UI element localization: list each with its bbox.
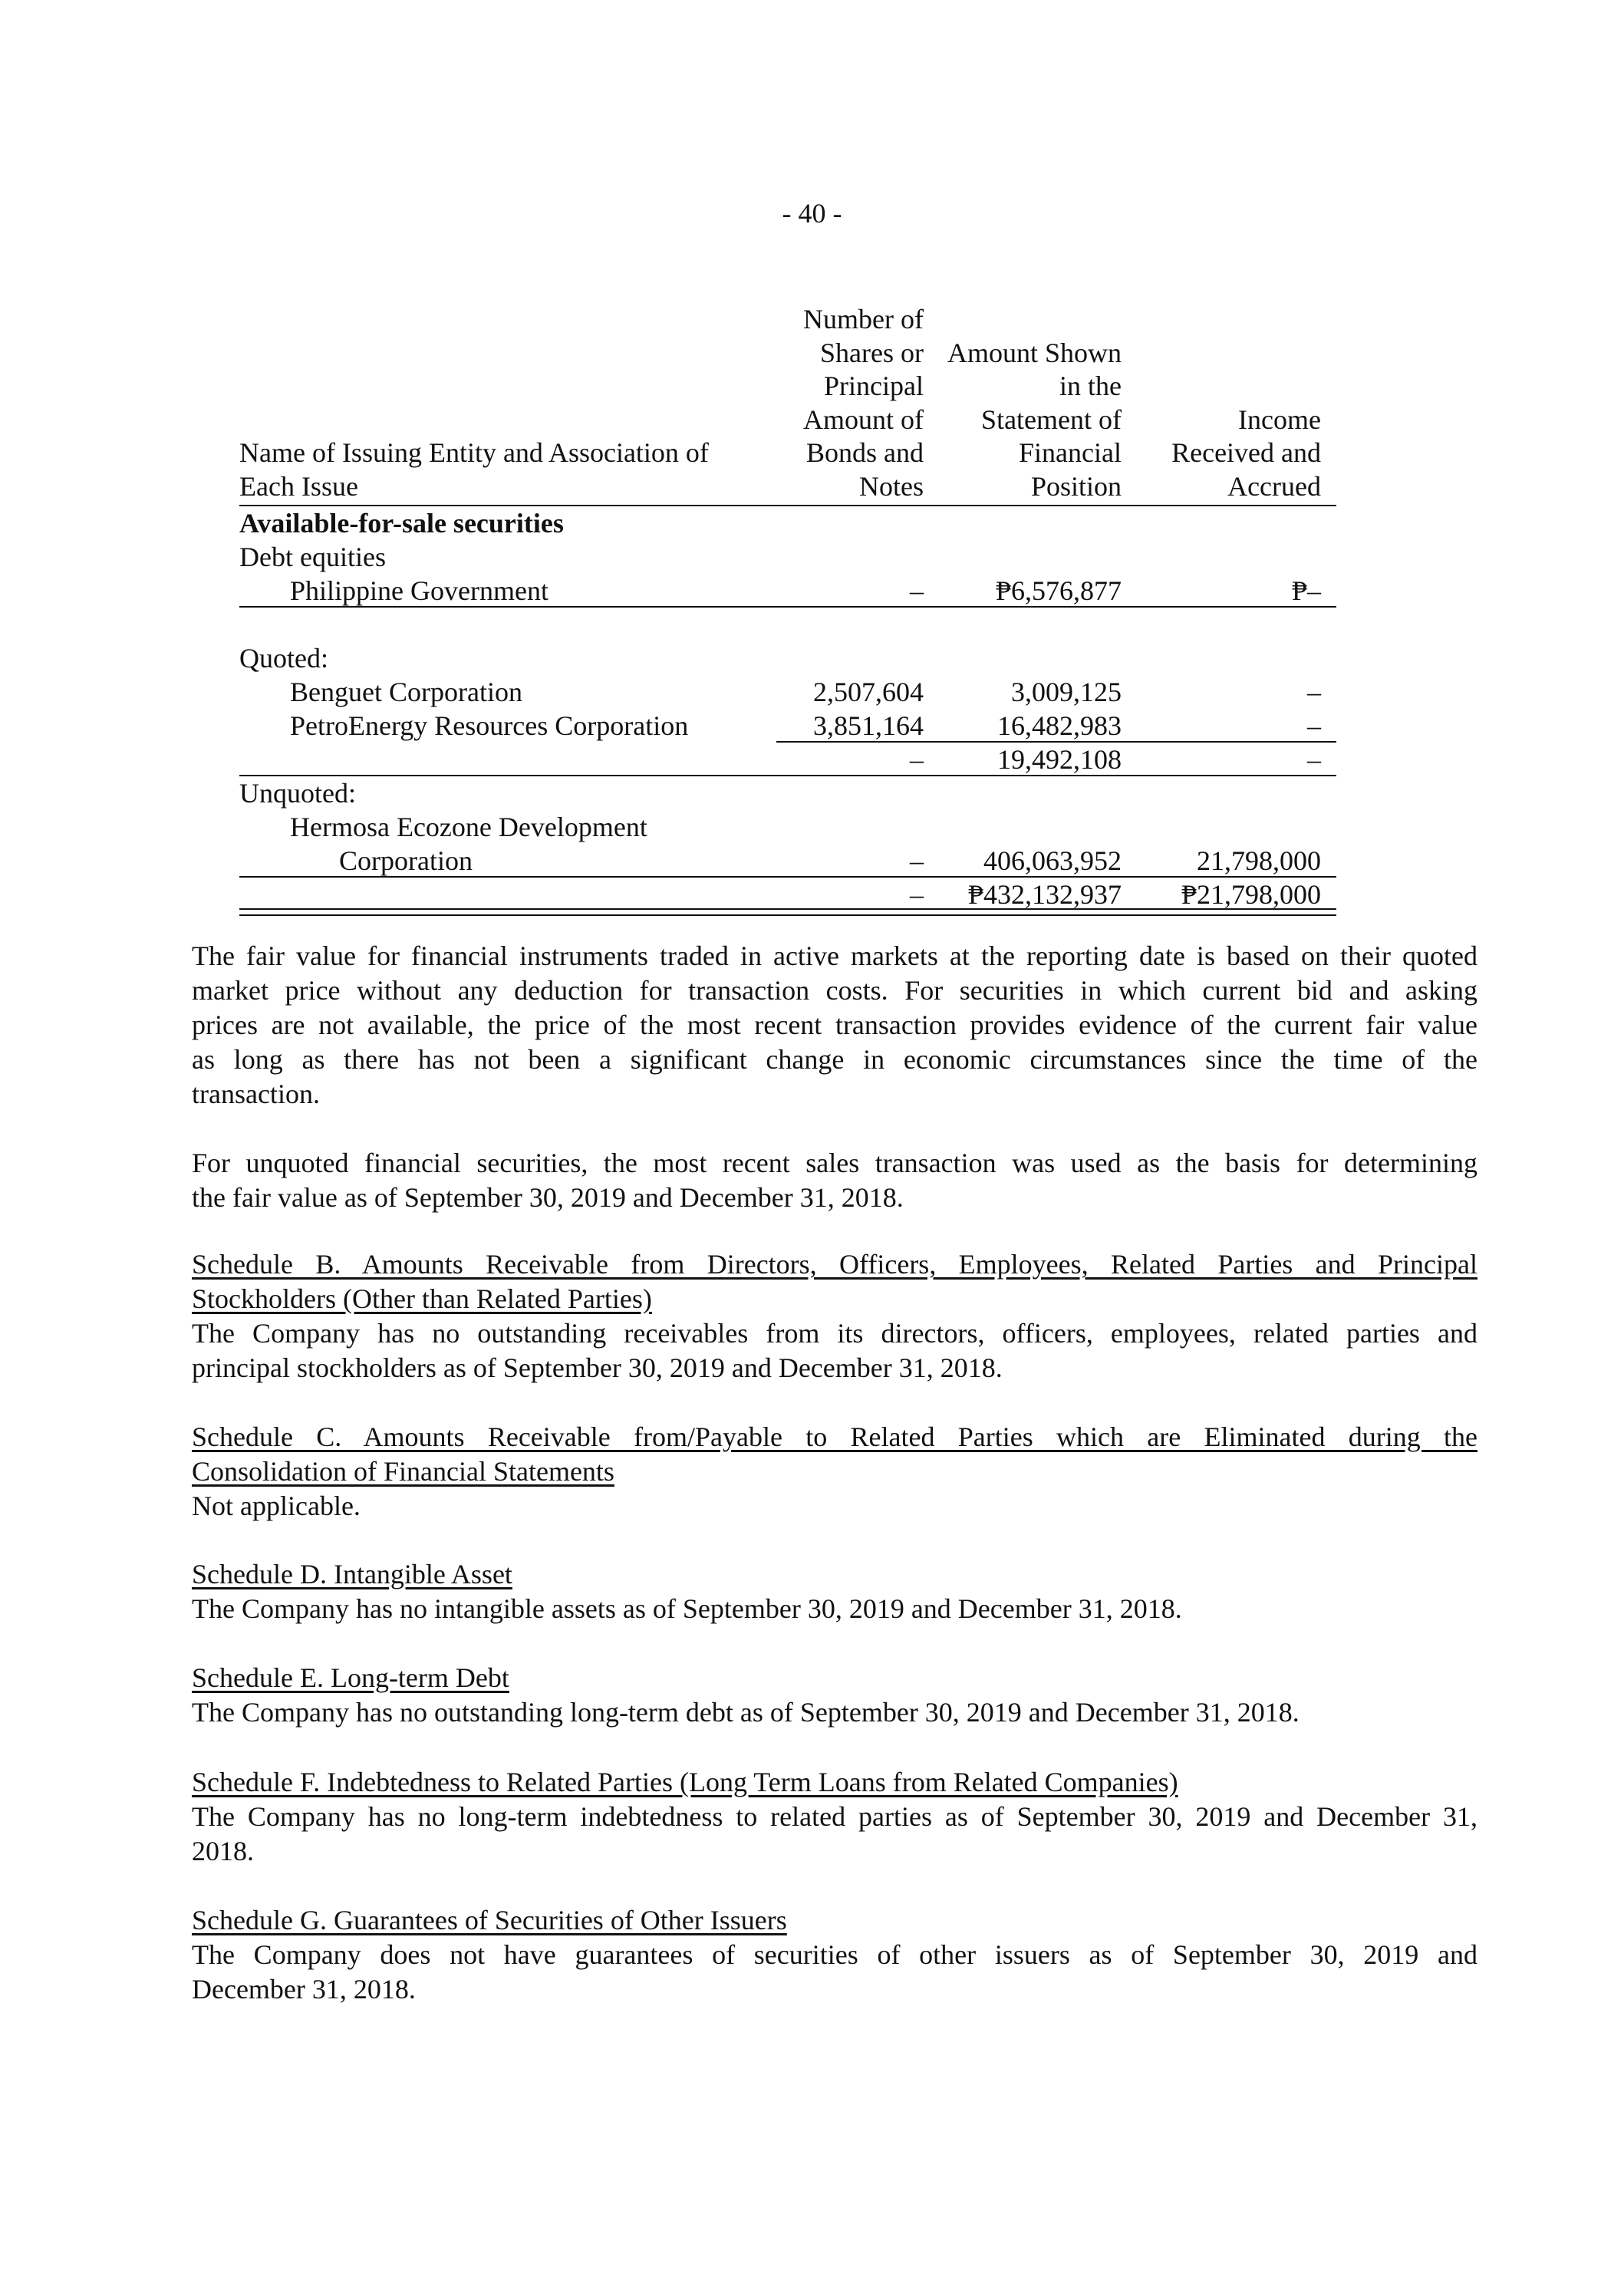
spacer <box>239 608 1336 641</box>
unquoted-label: Unquoted: <box>239 778 356 809</box>
schedule-f: Schedule F. Indebtedness to Related Parties (Long Term Loans from Related Companies) The Company has no long-term indebtedness to related parties as of September 30, 2019 and December 31, 2018. <box>192 1767 1477 1866</box>
income-value: – <box>1307 710 1321 741</box>
quoted-label-row <box>239 641 1336 675</box>
fair-value-paragraph: The fair value for financial instruments traded in active markets at the reporting date is based on their quoted market price without any deduction for transaction costs. For securities in which current bid and asking prices are not available, the price of the most recent transaction provides evidence of the current fair value as long as there has not been a significant change in economic circumstances since the time of the transaction. <box>192 940 1477 1109</box>
unquoted-paragraph: For unquoted financial securities, the most recent sales transaction was used as the basis for determining the fair value as of September 30, 2019 and December 31, 2018. <box>192 1148 1477 1213</box>
section-title-row <box>239 506 1336 540</box>
schedule-d: Schedule D. Intangible Asset The Company has no intangible assets as of September 30, 2019 and December 31, 2018. <box>192 1559 1182 1624</box>
header-income: Income Received and Accrued <box>1171 404 1321 502</box>
section-title: Available-for-sale securities <box>239 508 564 539</box>
quoted-label: Quoted: <box>239 643 328 674</box>
schedule-b-title-cont: Stockholders (Other than Related Parties) <box>192 1283 652 1314</box>
header-amount-shown: Amount Shown in the Statement of Financial Position <box>947 337 1122 502</box>
shares-value: 2,507,604 <box>813 677 924 707</box>
page-number: - 40 - <box>782 198 842 229</box>
schedule-c: Schedule C. Amounts Receivable from/Payable to Related Parties which are Eliminated during the Consolidation of Financial Statements Not applicable. <box>192 1421 1477 1521</box>
shares-value: 3,851,164 <box>813 710 924 741</box>
income-value: 21,798,000 <box>1197 845 1321 876</box>
schedule-b-title: Schedule B. Amounts Receivable from Directors, Officers, Employees, Related Parties and Principal <box>192 1249 1477 1280</box>
amount-value: 16,482,983 <box>997 710 1122 741</box>
table-row <box>239 675 1336 709</box>
schedule-d-title: Schedule D. Intangible Asset <box>192 1559 512 1589</box>
header-issuing-entity: Name of Issuing Entity and Association of Each Issue <box>239 437 709 502</box>
table-row <box>239 574 1336 608</box>
securities-table <box>239 298 1336 911</box>
amount-value: 406,063,952 <box>983 845 1122 876</box>
table-header <box>239 298 1336 506</box>
amount-value: ₱432,132,937 <box>967 879 1122 910</box>
entity-name-continued: Corporation <box>339 845 473 876</box>
schedule-c-title: Schedule C. Amounts Receivable from/Payable to Related Parties which are Eliminated during the <box>192 1421 1477 1452</box>
grand-total-row <box>239 878 1336 911</box>
table-row <box>239 709 1336 743</box>
shares-value: – <box>910 575 924 606</box>
header-shares: Number of Shares or Principal Amount of Bonds and Notes <box>803 304 924 502</box>
schedule-b: Schedule B. Amounts Receivable from Directors, Officers, Employees, Related Parties and Principal Stockholders (Other than Related Parties) The Company has no outstanding receivables from its directors, officers, employees, related parties and principal stockholders as of September 30, 2019 and December 31, 2018. <box>192 1249 1477 1383</box>
debt-label: Debt equities <box>239 542 386 572</box>
income-value: ₱21,798,000 <box>1181 879 1321 910</box>
quoted-total-row <box>239 743 1336 776</box>
hermosa-name-row <box>239 810 1336 844</box>
income-value: ₱– <box>1291 575 1321 606</box>
shares-value: – <box>910 845 924 876</box>
unquoted-label-row <box>239 776 1336 810</box>
amount-value: ₱6,576,877 <box>995 575 1122 606</box>
entity-name: PetroEnergy Resources Corporation <box>290 710 689 741</box>
schedule-e: Schedule E. Long-term Debt The Company has no outstanding long-term debt as of September 30, 2019 and December 31, 2018. <box>192 1662 1300 1728</box>
income-value: – <box>1307 677 1321 707</box>
income-value: – <box>1307 744 1321 775</box>
schedule-f-title: Schedule F. Indebtedness to Related Parties (Long Term Loans from Related Companies) <box>192 1767 1178 1797</box>
entity-name: Philippine Government <box>290 575 548 606</box>
schedule-c-title-cont: Consolidation of Financial Statements <box>192 1456 614 1487</box>
schedule-g-title: Schedule G. Guarantees of Securities of Other Issuers <box>192 1905 787 1935</box>
debt-label-row <box>239 540 1336 574</box>
amount-value: 19,492,108 <box>997 744 1122 775</box>
shares-value: – <box>910 879 924 910</box>
schedule-e-title: Schedule E. Long-term Debt <box>192 1662 509 1693</box>
double-underline <box>239 908 1336 916</box>
entity-name: Benguet Corporation <box>290 677 522 707</box>
shares-value: – <box>910 744 924 775</box>
table-row <box>239 844 1336 878</box>
schedule-g: Schedule G. Guarantees of Securities of Other Issuers The Company does not have guarantees of securities of other issuers as of September 30, 2019 and December 31, 2018. <box>192 1905 1477 2004</box>
amount-value: 3,009,125 <box>1011 677 1122 707</box>
entity-name: Hermosa Ecozone Development <box>290 812 647 842</box>
